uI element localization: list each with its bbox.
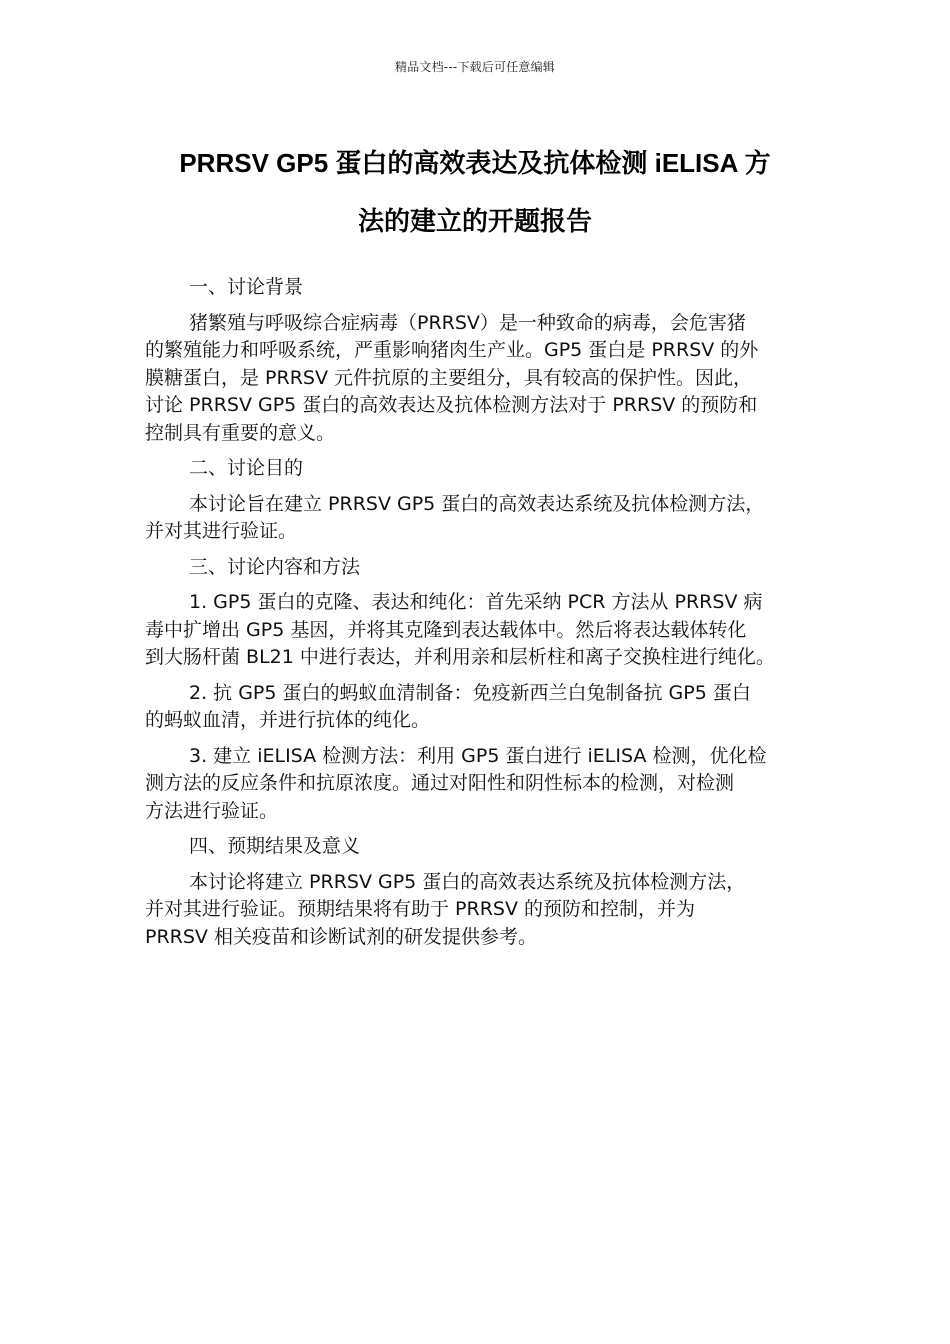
paragraph — [145, 310, 821, 448]
section-heading: 四、预期结果及意义 — [189, 835, 361, 857]
paragraph-line: 测方法的反应条件和抗原浓度。通过对阳性和阴性标本的检测，对检测 — [145, 772, 735, 794]
title-line-2: 法的建立的开题报告 — [357, 206, 592, 236]
paragraph-line: 膜糖蛋白，是 PRRSV 元件抗原的主要组分，具有较高的保护性。因此， — [145, 366, 752, 389]
section-heading-purpose — [145, 455, 821, 483]
paragraph-line: 本讨论将建立 PRRSV GP5 蛋白的高效表达系统及抗体检测方法， — [189, 870, 746, 893]
header-note: 精品文档---下载后可任意编辑 — [395, 60, 555, 74]
paragraph — [145, 491, 821, 546]
paragraph-line: 到大肠杆菌 BL21 中进行表达，并利用亲和层析柱和离子交换柱进行纯化。 — [145, 646, 775, 668]
section-heading-results — [145, 833, 821, 861]
paragraph-line: PRRSV 相关疫苗和诊断试剂的研发提供参考。 — [145, 925, 537, 948]
paragraph-line: 控制具有重要的意义。 — [145, 421, 336, 444]
section-heading-background — [145, 274, 821, 302]
paragraph-line: 猪繁殖与呼吸综合症病毒（PRRSV）是一种致命的病毒，会危害猪 — [189, 311, 746, 334]
paragraph-line: 毒中扩增出 GP5 基因，并将其克隆到表达载体中。然后将表达载体转化 — [145, 618, 747, 641]
paragraph-line: 本讨论旨在建立 PRRSV GP5 蛋白的高效表达系统及抗体检测方法， — [189, 492, 765, 515]
section-heading: 一、讨论背景 — [189, 276, 304, 298]
section-heading-methods — [145, 554, 821, 582]
section-heading: 三、讨论内容和方法 — [189, 555, 361, 578]
title-line-1: PRRSV GP5 蛋白的高效表达及抗体检测 iELISA 方 — [179, 148, 771, 178]
document-title — [120, 134, 830, 250]
paragraph-line: 的蚂蚁血清，并进行抗体的纯化。 — [145, 709, 431, 731]
paragraph — [145, 743, 821, 826]
paragraph — [145, 589, 821, 672]
document-body — [145, 274, 821, 959]
paragraph-line: 1. GP5 蛋白的克隆、表达和纯化：首先采纳 PCR 方法从 PRRSV 病 — [189, 591, 763, 613]
paragraph-line: 2. 抗 GP5 蛋白的蚂蚁血清制备：免疫新西兰白兔制备抗 GP5 蛋白 — [189, 681, 751, 704]
paragraph-line: 并对其进行验证。预期结果将有助于 PRRSV 的预防和控制，并为 — [145, 898, 695, 920]
paragraph — [145, 869, 821, 952]
paragraph — [145, 680, 821, 735]
paragraph-line: 并对其进行验证。 — [145, 520, 298, 542]
paragraph-line: 方法进行验证。 — [145, 799, 279, 822]
section-heading: 二、讨论目的 — [189, 457, 304, 479]
paragraph-line: 的繁殖能力和呼吸系统，严重影响猪肉生产业。GP5 蛋白是 PRRSV 的外 — [145, 339, 759, 361]
paragraph-line: 3. 建立 iELISA 检测方法：利用 GP5 蛋白进行 iELISA 检测，优化检 — [189, 744, 767, 767]
paragraph-line: 讨论 PRRSV GP5 蛋白的高效表达及抗体检测方法对于 PRRSV 的预防和 — [145, 394, 758, 416]
